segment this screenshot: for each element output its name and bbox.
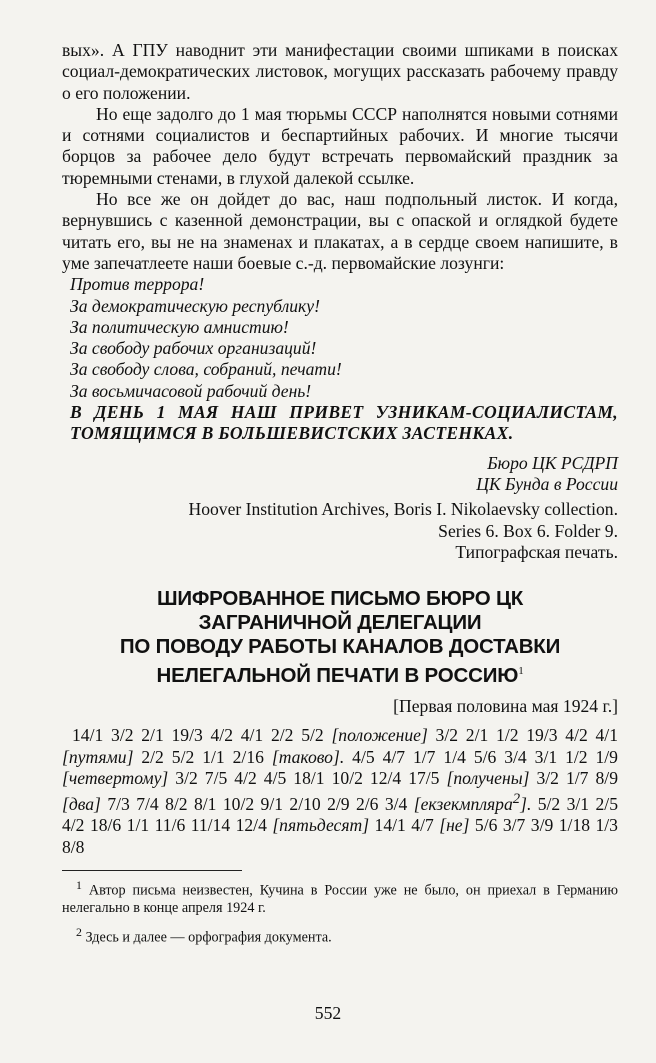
slogan-list [70,274,618,402]
slogan: За политическую амнистию! [70,316,289,337]
cipher-seg: 14/1 4/7 [369,815,440,836]
cipher-seg: 5/6 3/7 3/9 1/18 1/3 8/8 [62,815,618,857]
slogan: За восьмичасовой рабочий день! [70,380,312,401]
footnote-text: Автор письма неизвестен, Кучина в России уже не было, он приехал в Германию нелегально в конце апреля 1924 г. [62,882,618,917]
slogan: За свободу слова, собраний, печати! [70,359,342,380]
cipher-seg: 14/1 3/2 2/1 19/3 4/2 4/1 2/2 5/2 [72,725,332,746]
page-body [62,40,618,947]
cipher-seg: 3/2 7/5 4/2 4/5 18/1 10/2 12/4 17/5 [168,767,447,788]
closing-slogan: В ДЕНЬ 1 МАЯ НАШ ПРИВЕТ УЗНИКАМ-СОЦИАЛИСТАМ, ТОМЯЩИМСЯ В БОЛЬШЕВИСТСКИХ ЗАСТЕНКАХ. [70,402,618,444]
cipher-seg: 7/3 7/4 8/2 8/1 10/2 9/1 2/10 2/9 2/6 3/4 [100,794,414,814]
decoded-word-text: [екзекмпляра [413,794,513,814]
cipher-seg: 3/2 1/7 8/9 [529,767,618,788]
footnote-text: Здесь и далее — орфография документа. [85,929,332,946]
footnote [62,924,618,947]
cipher-text [62,725,618,858]
signature: ЦК Бунда в России [476,473,618,494]
footnote-divider [62,870,242,871]
paragraph: Но все же он дойдет до вас, наш подпольный листок. И когда, вернувшись с казенной демонстрации, вы с опаской и оглядкой будете читать его, вы не на знаменах и плакатах, а в сердце своем напишите, в уме запечатлеете наши боевые с.-д. первомайские лозунги: [62,189,618,273]
slogan: За свободу рабочих организаций! [70,338,317,359]
decoded-word: [получены] [446,767,530,788]
decoded-word-end: ]. [520,794,532,814]
heading-line: ЗАГРАНИЧНОЙ ДЕЛЕГАЦИИ [198,611,482,635]
signature-block [62,453,618,496]
document-heading [62,587,618,688]
slogan: За демократическую республику! [70,295,320,316]
decoded-word: [положение] [331,725,428,746]
paragraph: вых». А ГПУ наводнит эти манифестации своими шпиками в поисках социал-демократических листовок, могущих рассказать рабочему правду о его положении. [62,40,618,103]
footnote-mark: 1 [518,665,524,678]
paragraph: Но еще задолго до 1 мая тюрьмы СССР наполнятся новыми сотнями и сотнями социалистов и беспартийных рабочих. И многие тысячи борцов за рабочее дело будут встречать первомайский праздник за тюремными стенами, в глухой далекой ссылке. [62,103,618,188]
decoded-word [413,791,532,814]
decoded-word: [путями] [62,746,134,767]
signature: Бюро ЦК РСДРП [487,452,618,473]
source-line: Series 6. Box 6. Folder 9. [438,520,618,541]
decoded-word: [четвертому] [62,767,169,788]
slogan: Против террора! [70,274,205,295]
source-line: Типографская печать. [455,541,618,562]
cipher-seg: 2/2 5/2 1/1 2/16 [133,746,272,767]
archive-source [62,499,618,563]
footnote-number: 1 [76,877,82,892]
heading-line: ПО ПОВОДУ РАБОТЫ КАНАЛОВ ДОСТАВКИ [119,635,561,659]
page-number: 552 [314,1003,342,1023]
heading-line: ШИФРОВАННОЕ ПИСЬМО БЮРО ЦК [156,587,524,611]
heading-text: НЕЛЕГАЛЬНОЙ ПЕЧАТИ В РОССИЮ [156,663,519,687]
footnote [62,877,618,918]
cipher-seg: 3/2 2/1 1/2 19/3 4/2 4/1 [427,725,618,746]
document-date: [Первая половина мая 1924 г.] [393,695,618,716]
footnote-number: 2 [76,924,82,939]
decoded-word: [пятьдесят] [272,815,370,836]
cipher-seg: 5/2 3/1 2/5 4/2 18/6 1/1 11/6 11/14 12/4 [62,794,618,836]
decoded-word: [не] [439,815,470,836]
decoded-word: [два] [62,794,101,814]
decoded-word: [таково]. [271,746,345,767]
source-line: Hoover Institution Archives, Boris I. Nikolaevsky collection. [188,499,618,520]
footnote-mark: 2 [512,791,521,808]
cipher-seg: 4/5 4/7 1/7 1/4 5/6 3/4 3/1 1/2 1/9 [344,746,618,767]
heading-line [62,659,618,688]
